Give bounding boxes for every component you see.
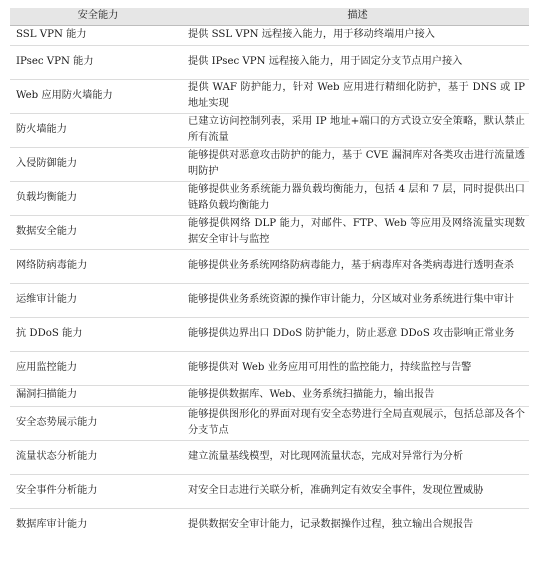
table-row (10, 385, 529, 406)
capability-description: 对安全日志进行关联分析，准确判定有效安全事件，发现位置威胁 (188, 484, 484, 496)
capability-description: 能够提供边界出口 DDoS 防护能力，防止恶意 DDoS 攻击影响正常业务 (188, 327, 515, 339)
capability-description: 提供 WAF 防护能力，针对 Web 应用进行精细化防护，基于 DNS 或 IP 地址实现 (188, 81, 525, 109)
table-row (10, 79, 529, 113)
table-row (10, 406, 529, 440)
table-row (10, 440, 529, 474)
capability-table-container (10, 8, 529, 542)
capability-description: 能够提供对恶意攻击防护的能力，基于 CVE 漏洞库对各类攻击进行流量透明防护 (188, 149, 525, 177)
capability-name: 流量状态分析能力 (16, 450, 98, 462)
capability-name: 防火墙能力 (16, 123, 67, 135)
security-capability-table (10, 8, 529, 542)
table-row (10, 181, 529, 215)
capability-description: 能够提供业务系统资源的操作审计能力，分区域对业务系统进行集中审计 (188, 293, 514, 305)
capability-name: 负载均衡能力 (16, 191, 78, 203)
table-row (10, 215, 529, 249)
table-body (10, 25, 529, 542)
capability-name: 安全事件分析能力 (16, 484, 98, 496)
capability-description: 能够提供图形化的界面对现有安全态势进行全局直观展示，包括总部及各个分支节点 (188, 408, 525, 436)
header-capability: 安全能力 (10, 8, 186, 25)
capability-description: 已建立访问控制列表，采用 IP 地址+端口的方式设立安全策略，默认禁止所有流量 (188, 115, 525, 143)
table-row (10, 45, 529, 79)
capability-description: 能够提供业务系统能力器负载均衡能力，包括 4 层和 7 层，同时提供出口链路负载均衡能力 (188, 183, 525, 211)
table-row (10, 147, 529, 181)
capability-name: SSL VPN 能力 (16, 28, 87, 40)
capability-name: IPsec VPN 能力 (16, 55, 94, 67)
header-description: 描述 (186, 8, 529, 25)
table-row (10, 113, 529, 147)
table-row (10, 317, 529, 351)
table-header (10, 8, 529, 25)
table-row (10, 283, 529, 317)
capability-description: 提供 SSL VPN 远程接入能力，用于移动终端用户接入 (188, 28, 435, 40)
header-row (10, 8, 529, 25)
capability-name: 应用监控能力 (16, 361, 78, 373)
capability-description: 建立流量基线模型，对比现网流量状态，完成对异常行为分析 (188, 450, 464, 462)
capability-description: 提供 IPsec VPN 远程接入能力，用于固定分支节点用户接入 (188, 55, 463, 67)
capability-name: Web 应用防火墙能力 (16, 89, 113, 101)
capability-name: 漏洞扫描能力 (16, 389, 78, 401)
capability-name: 数据库审计能力 (16, 518, 88, 530)
capability-description: 能够提供网络 DLP 能力，对邮件、FTP、Web 等应用及网络流量实现数据安全审计与监控 (188, 217, 525, 245)
capability-description: 能够提供数据库、Web、业务系统扫描能力，输出报告 (188, 389, 435, 401)
capability-description: 能够提供对 Web 业务应用可用性的监控能力，持续监控与告警 (188, 361, 472, 373)
capability-name: 网络防病毒能力 (16, 259, 88, 271)
capability-name: 安全态势展示能力 (16, 416, 98, 428)
table-row (10, 25, 529, 45)
table-row (10, 474, 529, 508)
capability-description: 提供数据安全审计能力，记录数据操作过程，独立输出合规报告 (188, 518, 474, 530)
capability-description: 能够提供业务系统网络防病毒能力，基于病毒库对各类病毒进行透明查杀 (188, 259, 514, 271)
capability-name: 运维审计能力 (16, 293, 78, 305)
capability-name: 数据安全能力 (16, 225, 78, 237)
capability-name: 入侵防御能力 (16, 157, 78, 169)
table-row (10, 508, 529, 542)
capability-name: 抗 DDoS 能力 (16, 327, 83, 339)
table-row (10, 351, 529, 385)
table-row (10, 249, 529, 283)
